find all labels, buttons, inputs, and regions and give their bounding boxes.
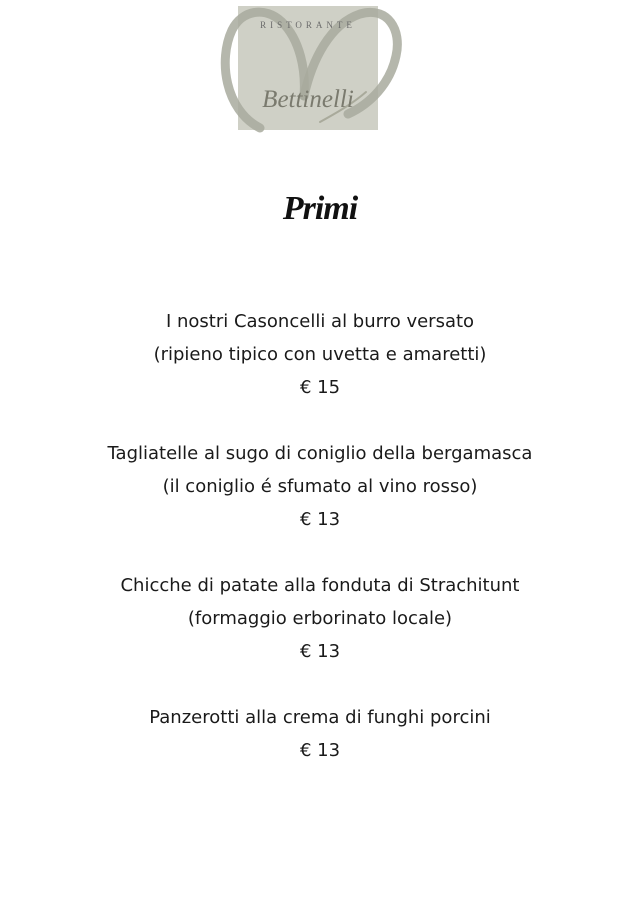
dish-item bbox=[0, 701, 640, 767]
dish-item bbox=[0, 569, 640, 668]
logo-top-text: RISTORANTE bbox=[260, 20, 356, 30]
dish-price: € 13 bbox=[299, 641, 341, 662]
dish-price: € 13 bbox=[299, 740, 341, 761]
dish-item bbox=[0, 305, 640, 404]
logo-name: Bettinelli bbox=[262, 86, 354, 113]
dish-price: € 15 bbox=[299, 377, 341, 398]
dish-name: I nostri Casoncelli al burro versato bbox=[165, 311, 475, 332]
dish-name: Panzerotti alla crema di funghi porcini bbox=[149, 707, 491, 728]
dish-note: (ripieno tipico con uvetta e amaretti) bbox=[153, 344, 487, 365]
menu-list bbox=[0, 305, 640, 800]
dish-item bbox=[0, 437, 640, 536]
dish-name: Tagliatelle al sugo di coniglio della bergamasca bbox=[107, 443, 533, 464]
dish-note: (formaggio erborinato locale) bbox=[187, 608, 453, 629]
dish-name: Chicche di patate alla fonduta di Strachitunt bbox=[120, 575, 520, 596]
dish-price: € 13 bbox=[299, 509, 341, 530]
dish-note: (il coniglio é sfumato al vino rosso) bbox=[162, 476, 478, 497]
restaurant-logo bbox=[220, 0, 402, 140]
section-title: Primi bbox=[282, 190, 358, 227]
